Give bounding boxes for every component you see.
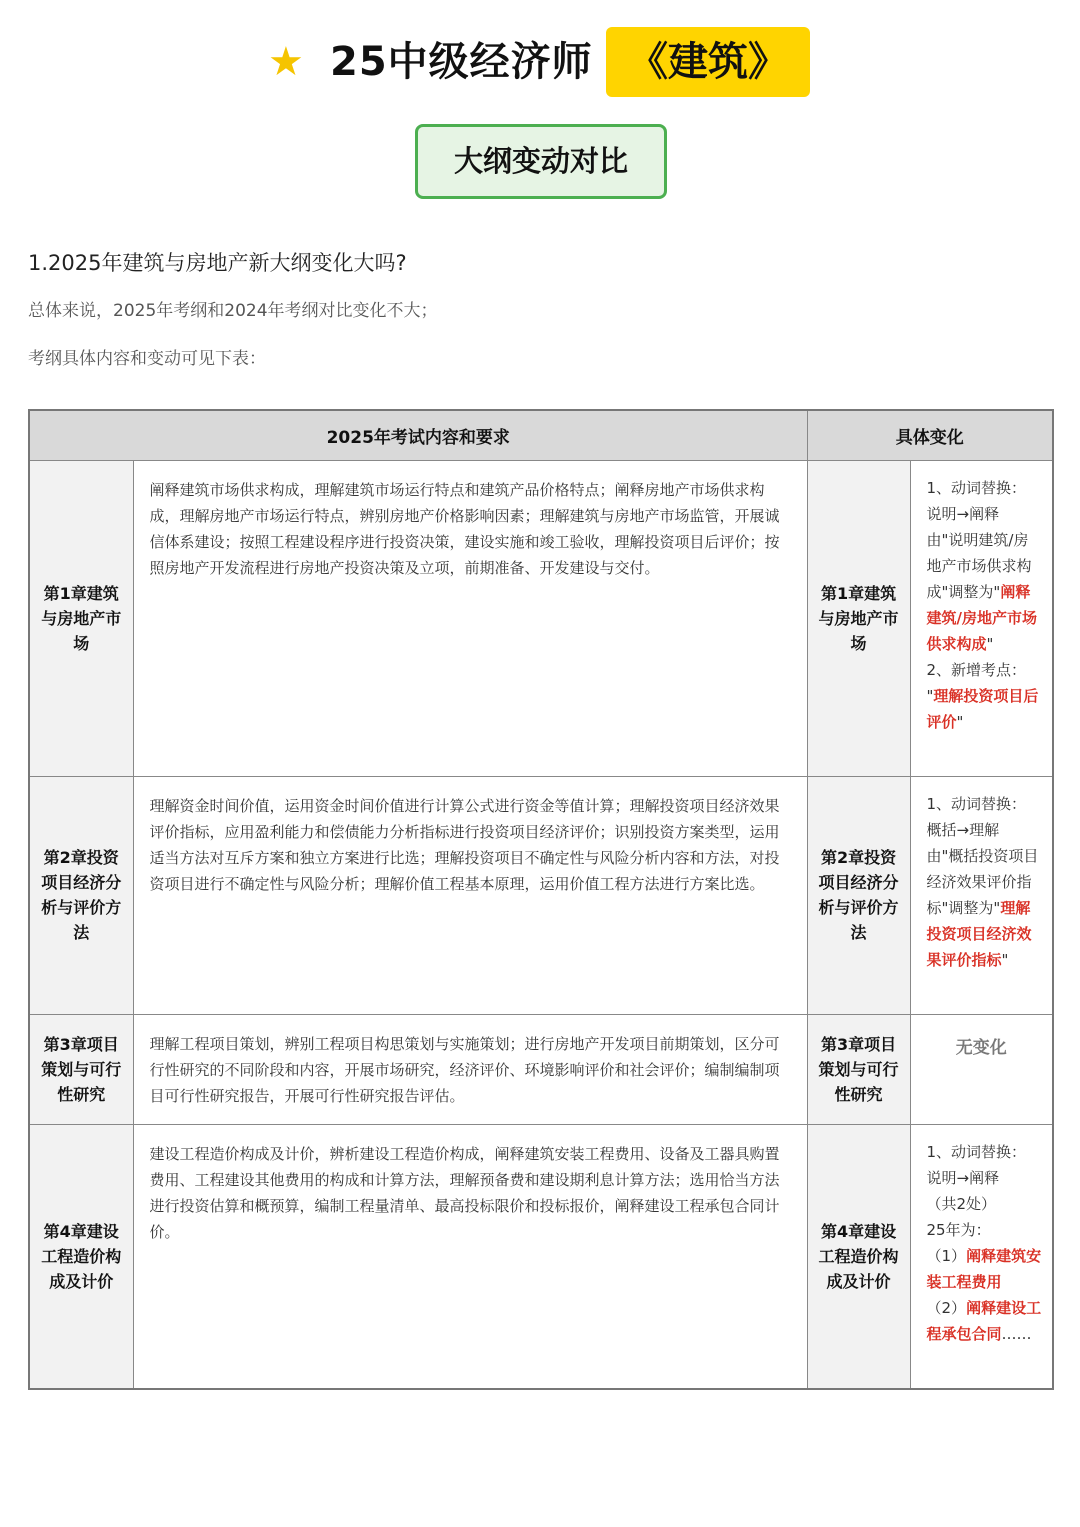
change-cell: 1、动词替换： 概括→理解 由"概括投资项目经济效果评价指标"调整为"理解投资项目经济效果评价指标" [910, 776, 1053, 1014]
table-row [29, 776, 1053, 1014]
star-icon: ★ [268, 39, 304, 85]
change-cell: 1、动词替换： 说明→阐释 （共2处） 25年为： （1）阐释建筑安装工程费用 （2）阐释建设工程承包合同…… [910, 1124, 1053, 1389]
highlight-text: 理解投资项目后评价 [926, 686, 1039, 731]
content-cell: 理解工程项目策划，辨别工程项目构思策划与实施策划；进行房地产开发项目前期策划，区分可行性研究的不同阶段和内容，开展市场研究，经济评价、环境影响评价和社会评价；编制编制项目可行性研究报告，开展可行性研究报告评估。 [133, 1014, 807, 1124]
chapter-cell: 第3章项目策划与可行性研究 [29, 1014, 133, 1124]
chapter-cell: 第4章建设工程造价构成及计价 [29, 1124, 133, 1389]
table-row [29, 460, 1053, 776]
content-cell: 阐释建筑市场供求构成，理解建筑市场运行特点和建筑产品价格特点；阐释房地产市场供求构成，理解房地产市场运行特点，辨别房地产价格影响因素；理解建筑与房地产市场监管，开展诚信体系建设；按照工程建设程序进行投资决策，建设实施和竣工验收，理解投资项目后评价；按照房地产开发流程进行房地产投资决策及立项，前期准备、开发建设与交付。 [133, 460, 807, 776]
question-heading: 1.2025年建筑与房地产新大纲变化大吗? [28, 251, 407, 275]
intro-paragraph: 考纲具体内容和变动可见下表： [28, 349, 266, 369]
title-row [0, 26, 1080, 98]
no-change-cell: 无变化 [910, 1014, 1053, 1124]
chapter-cell: 第1章建筑与房地产市场 [29, 460, 133, 776]
table-row [29, 1014, 1053, 1124]
table-row [29, 1124, 1053, 1389]
highlight-text: 阐释建设工程承包合同 [926, 1298, 1042, 1343]
change-chapter-cell: 第3章项目策划与可行性研究 [807, 1014, 910, 1124]
change-chapter-cell: 第2章投资项目经济分析与评价方法 [807, 776, 910, 1014]
table-header-row [29, 410, 1053, 460]
change-chapter-cell: 第4章建设工程造价构成及计价 [807, 1124, 910, 1389]
comparison-table [28, 409, 1054, 1390]
content-cell: 理解资金时间价值，运用资金时间价值进行计算公式进行资金等值计算；理解投资项目经济效果评价指标，应用盈利能力和偿债能力分析指标进行投资项目经济评价；识别投资方案类型，运用适当方法对互斥方案和独立方案进行比选；理解投资项目不确定性与风险分析内容和方法，对投资项目进行不确定性与风险分析；理解价值工程基本原理，运用价值工程方法进行方案比选。 [133, 776, 807, 1014]
change-chapter-cell: 第1章建筑与房地产市场 [807, 460, 910, 776]
title-highlight: 《建筑》 [606, 27, 810, 97]
page-title: 25中级经济师 [330, 39, 593, 85]
summary-paragraph: 总体来说，2025年考纲和2024年考纲对比变化不大； [28, 301, 438, 321]
header-content: 2025年考试内容和要求 [29, 410, 807, 460]
highlight-text: 理解投资项目经济效果评价指标 [926, 898, 1032, 969]
highlight-text: 阐释建筑/房地产市场供求构成 [926, 582, 1037, 653]
subtitle-box: 大纲变动对比 [415, 124, 667, 199]
highlight-text: 阐释建筑安装工程费用 [926, 1246, 1042, 1291]
change-cell: 1、动词替换： 说明→阐释 由"说明建筑/房地产市场供求构成"调整为"阐释建筑/房地产市场供求构成" 2、新增考点： "理解投资项目后评价" [910, 460, 1053, 776]
content-cell: 建设工程造价构成及计价，辨析建设工程造价构成，阐释建筑安装工程费用、设备及工器具购置费用、工程建设其他费用的构成和计算方法，理解预备费和建设期利息计算方法；选用恰当方法进行投资估算和概预算，编制工程量清单、最高投标限价和投标报价，阐释建设工程承包合同计价。 [133, 1124, 807, 1389]
chapter-cell: 第2章投资项目经济分析与评价方法 [29, 776, 133, 1014]
header-change: 具体变化 [807, 410, 1053, 460]
